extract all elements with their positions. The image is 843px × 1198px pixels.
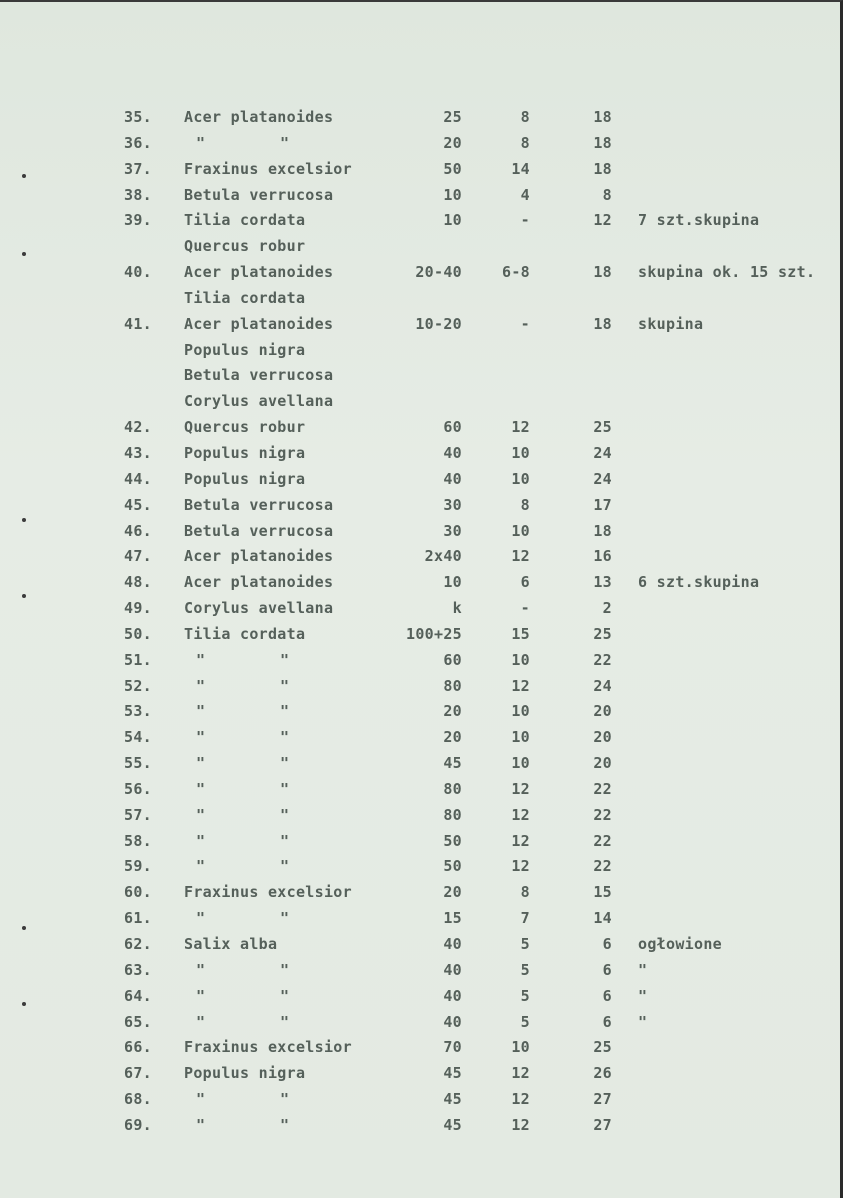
tree-height: 15 <box>593 883 612 902</box>
tree-height: 17 <box>593 495 612 514</box>
tree-height: 27 <box>593 1090 612 1109</box>
tree-height: 18 <box>593 159 612 178</box>
ditto-mark: " <box>196 960 206 979</box>
table-row <box>0 933 843 959</box>
trunk-circumference: 60 <box>443 650 462 669</box>
table-row <box>0 416 843 442</box>
row-note: " <box>638 1012 648 1031</box>
tree-height: 2 <box>602 599 612 618</box>
species-name: Populus nigra <box>184 1064 306 1083</box>
row-number: 42. <box>124 418 152 437</box>
trunk-circumference: 45 <box>443 1090 462 1109</box>
ditto-mark: " <box>196 1090 206 1109</box>
crown-diameter: 12 <box>511 418 530 437</box>
crown-diameter: 10 <box>511 702 530 721</box>
trunk-circumference: 20 <box>443 728 462 747</box>
table-row <box>0 209 843 235</box>
table-row <box>0 804 843 830</box>
row-number: 35. <box>124 108 152 126</box>
crown-diameter: 8 <box>520 495 530 514</box>
tree-height: 12 <box>593 211 612 230</box>
crown-diameter: 6 <box>520 573 530 592</box>
ditto-mark: " <box>196 857 206 876</box>
table-row <box>0 830 843 856</box>
tree-height: 18 <box>593 521 612 540</box>
tree-height: 22 <box>593 650 612 669</box>
table-row <box>0 1011 843 1037</box>
table-row <box>0 700 843 726</box>
trunk-circumference: 50 <box>443 159 462 178</box>
trunk-circumference: k <box>452 599 462 618</box>
table-row <box>0 313 843 339</box>
crown-diameter: 14 <box>511 159 530 178</box>
row-number: 50. <box>124 624 152 643</box>
ditto-mark: " <box>280 986 290 1005</box>
tree-height: 8 <box>602 185 612 204</box>
table-row <box>0 261 843 287</box>
row-number: 47. <box>124 547 152 566</box>
crown-diameter: 10 <box>511 443 530 462</box>
row-number: 66. <box>124 1038 152 1057</box>
table-row <box>0 985 843 1011</box>
table-row <box>0 623 843 649</box>
table-row <box>0 339 843 365</box>
row-number: 36. <box>124 133 152 152</box>
crown-diameter: 12 <box>511 805 530 824</box>
ditto-mark: " <box>280 1115 290 1134</box>
crown-diameter: 8 <box>520 883 530 902</box>
species-name: Populus nigra <box>184 443 306 462</box>
tree-height: 22 <box>593 857 612 876</box>
table-row <box>0 571 843 597</box>
table-row <box>0 494 843 520</box>
ditto-mark: " <box>280 133 290 152</box>
ditto-mark: " <box>196 728 206 747</box>
species-name: Betula verrucosa <box>184 185 334 204</box>
row-number: 41. <box>124 314 152 333</box>
ditto-mark: " <box>280 1012 290 1031</box>
row-number: 39. <box>124 211 152 230</box>
species-name: Acer platanoides <box>184 573 334 592</box>
trunk-circumference: 20 <box>443 702 462 721</box>
table-row <box>0 364 843 390</box>
ditto-mark: " <box>280 702 290 721</box>
trunk-circumference: 10 <box>443 211 462 230</box>
crown-diameter: 12 <box>511 779 530 798</box>
row-note: 7 szt.skupina <box>638 211 760 230</box>
tree-height: 25 <box>593 1038 612 1057</box>
crown-diameter: 10 <box>511 728 530 747</box>
species-name: Tilia cordata <box>184 288 306 307</box>
trunk-circumference: 50 <box>443 857 462 876</box>
crown-diameter: - <box>520 211 530 230</box>
row-number: 45. <box>124 495 152 514</box>
row-number: 46. <box>124 521 152 540</box>
row-number: 64. <box>124 986 152 1005</box>
species-name: Acer platanoides <box>184 547 334 566</box>
row-note: skupina ok. 15 szt. <box>638 263 816 282</box>
tree-height: 20 <box>593 702 612 721</box>
trunk-circumference: 40 <box>443 1012 462 1031</box>
crown-diameter: 12 <box>511 1115 530 1134</box>
row-number: 48. <box>124 573 152 592</box>
tree-height: 18 <box>593 314 612 333</box>
tree-inventory-table <box>0 106 843 1140</box>
table-row <box>0 959 843 985</box>
species-name: Betula verrucosa <box>184 366 334 385</box>
trunk-circumference: 80 <box>443 676 462 695</box>
ditto-mark: " <box>280 728 290 747</box>
ditto-mark: " <box>280 960 290 979</box>
crown-diameter: 12 <box>511 676 530 695</box>
species-name: Tilia cordata <box>184 624 306 643</box>
row-number: 57. <box>124 805 152 824</box>
trunk-circumference: 45 <box>443 1064 462 1083</box>
table-row <box>0 106 843 132</box>
trunk-circumference: 70 <box>443 1038 462 1057</box>
trunk-circumference: 40 <box>443 469 462 488</box>
ditto-mark: " <box>196 702 206 721</box>
table-row <box>0 287 843 313</box>
tree-height: 13 <box>593 573 612 592</box>
table-row <box>0 1114 843 1140</box>
row-number: 40. <box>124 263 152 282</box>
ditto-mark: " <box>196 909 206 928</box>
tree-height: 25 <box>593 624 612 643</box>
ditto-mark: " <box>280 779 290 798</box>
crown-diameter: - <box>520 314 530 333</box>
ditto-mark: " <box>196 133 206 152</box>
trunk-circumference: 30 <box>443 521 462 540</box>
table-row <box>0 468 843 494</box>
table-row <box>0 235 843 261</box>
table-row <box>0 442 843 468</box>
table-row <box>0 726 843 752</box>
row-number: 59. <box>124 857 152 876</box>
ditto-mark: " <box>196 805 206 824</box>
trunk-circumference: 20 <box>443 133 462 152</box>
ditto-mark: " <box>196 754 206 773</box>
trunk-circumference: 60 <box>443 418 462 437</box>
row-number: 38. <box>124 185 152 204</box>
ditto-mark: " <box>196 650 206 669</box>
trunk-circumference: 45 <box>443 1115 462 1134</box>
ditto-mark: " <box>280 831 290 850</box>
table-row <box>0 907 843 933</box>
tree-height: 16 <box>593 547 612 566</box>
tree-height: 22 <box>593 831 612 850</box>
row-number: 69. <box>124 1115 152 1134</box>
tree-height: 24 <box>593 676 612 695</box>
tree-height: 18 <box>593 263 612 282</box>
trunk-circumference: 10 <box>443 573 462 592</box>
tree-height: 6 <box>602 960 612 979</box>
trunk-circumference: 30 <box>443 495 462 514</box>
ditto-mark: " <box>196 1012 206 1031</box>
row-number: 43. <box>124 443 152 462</box>
row-number: 51. <box>124 650 152 669</box>
table-row <box>0 1088 843 1114</box>
table-row <box>0 1062 843 1088</box>
row-note: ogłowione <box>638 935 722 953</box>
tree-height: 22 <box>593 805 612 824</box>
ditto-mark: " <box>280 857 290 876</box>
row-number: 60. <box>124 883 152 902</box>
row-number: 52. <box>124 676 152 695</box>
species-name: Quercus robur <box>184 237 306 256</box>
crown-diameter: - <box>520 599 530 618</box>
ditto-mark: " <box>280 1090 290 1109</box>
ditto-mark: " <box>280 909 290 928</box>
table-row <box>0 545 843 571</box>
tree-height: 6 <box>602 986 612 1005</box>
tree-height: 25 <box>593 418 612 437</box>
crown-diameter: 8 <box>520 133 530 152</box>
ditto-mark: " <box>196 986 206 1005</box>
tree-height: 24 <box>593 443 612 462</box>
row-number: 54. <box>124 728 152 747</box>
table-row <box>0 881 843 907</box>
tree-height: 26 <box>593 1064 612 1083</box>
tree-height: 27 <box>593 1115 612 1134</box>
ditto-mark: " <box>196 676 206 695</box>
ditto-mark: " <box>196 779 206 798</box>
row-number: 67. <box>124 1064 152 1083</box>
crown-diameter: 10 <box>511 469 530 488</box>
trunk-circumference: 15 <box>443 909 462 928</box>
crown-diameter: 10 <box>511 521 530 540</box>
table-row <box>0 390 843 416</box>
table-row <box>0 184 843 210</box>
row-note: skupina <box>638 314 704 333</box>
species-name: Fraxinus excelsior <box>184 883 352 902</box>
crown-diameter: 6-8 <box>502 263 530 282</box>
table-row <box>0 1036 843 1062</box>
species-name: Betula verrucosa <box>184 521 334 540</box>
tree-height: 20 <box>593 728 612 747</box>
trunk-circumference: 40 <box>443 443 462 462</box>
crown-diameter: 5 <box>520 1012 530 1031</box>
crown-diameter: 8 <box>520 108 530 126</box>
crown-diameter: 4 <box>520 185 530 204</box>
row-note: 6 szt.skupina <box>638 573 760 592</box>
crown-diameter: 7 <box>520 909 530 928</box>
table-row <box>0 855 843 881</box>
species-name: Populus nigra <box>184 340 306 359</box>
row-number: 44. <box>124 469 152 488</box>
row-note: " <box>638 986 648 1005</box>
crown-diameter: 5 <box>520 986 530 1005</box>
row-number: 63. <box>124 960 152 979</box>
table-row <box>0 520 843 546</box>
species-name: Acer platanoides <box>184 263 334 282</box>
trunk-circumference: 80 <box>443 805 462 824</box>
row-number: 65. <box>124 1012 152 1031</box>
crown-diameter: 12 <box>511 1064 530 1083</box>
tree-height: 18 <box>593 108 612 126</box>
trunk-circumference: 40 <box>443 935 462 953</box>
trunk-circumference: 20-40 <box>415 263 462 282</box>
row-number: 62. <box>124 935 152 953</box>
trunk-circumference: 10-20 <box>415 314 462 333</box>
table-row <box>0 778 843 804</box>
trunk-circumference: 40 <box>443 960 462 979</box>
ditto-mark: " <box>280 676 290 695</box>
crown-diameter: 15 <box>511 624 530 643</box>
row-number: 37. <box>124 159 152 178</box>
table-row <box>0 649 843 675</box>
tree-height: 24 <box>593 469 612 488</box>
table-row <box>0 158 843 184</box>
trunk-circumference: 25 <box>443 108 462 126</box>
row-number: 49. <box>124 599 152 618</box>
trunk-circumference: 100+25 <box>406 624 462 643</box>
crown-diameter: 12 <box>511 1090 530 1109</box>
species-name: Corylus avellana <box>184 599 334 618</box>
species-name: Fraxinus excelsior <box>184 159 352 178</box>
trunk-circumference: 50 <box>443 831 462 850</box>
species-name: Corylus avellana <box>184 392 334 411</box>
species-name: Acer platanoides <box>184 108 334 126</box>
tree-height: 18 <box>593 133 612 152</box>
tree-height: 6 <box>602 1012 612 1031</box>
ditto-mark: " <box>280 650 290 669</box>
trunk-circumference: 45 <box>443 754 462 773</box>
ditto-mark: " <box>280 805 290 824</box>
species-name: Salix alba <box>184 935 278 953</box>
table-row <box>0 675 843 701</box>
crown-diameter: 12 <box>511 831 530 850</box>
species-name: Quercus robur <box>184 418 306 437</box>
species-name: Betula verrucosa <box>184 495 334 514</box>
crown-diameter: 10 <box>511 650 530 669</box>
table-row <box>0 597 843 623</box>
row-number: 55. <box>124 754 152 773</box>
row-note: " <box>638 960 648 979</box>
trunk-circumference: 20 <box>443 883 462 902</box>
trunk-circumference: 10 <box>443 185 462 204</box>
row-number: 53. <box>124 702 152 721</box>
crown-diameter: 10 <box>511 1038 530 1057</box>
species-name: Fraxinus excelsior <box>184 1038 352 1057</box>
row-number: 61. <box>124 909 152 928</box>
species-name: Populus nigra <box>184 469 306 488</box>
trunk-circumference: 40 <box>443 986 462 1005</box>
tree-height: 20 <box>593 754 612 773</box>
crown-diameter: 5 <box>520 960 530 979</box>
row-number: 56. <box>124 779 152 798</box>
ditto-mark: " <box>196 1115 206 1134</box>
row-number: 68. <box>124 1090 152 1109</box>
crown-diameter: 10 <box>511 754 530 773</box>
trunk-circumference: 2x40 <box>424 547 462 566</box>
ditto-mark: " <box>196 831 206 850</box>
ditto-mark: " <box>280 754 290 773</box>
tree-height: 6 <box>602 935 612 953</box>
table-row <box>0 752 843 778</box>
tree-height: 22 <box>593 779 612 798</box>
species-name: Acer platanoides <box>184 314 334 333</box>
trunk-circumference: 80 <box>443 779 462 798</box>
table-row <box>0 132 843 158</box>
species-name: Tilia cordata <box>184 211 306 230</box>
crown-diameter: 12 <box>511 857 530 876</box>
row-number: 58. <box>124 831 152 850</box>
crown-diameter: 5 <box>520 935 530 953</box>
crown-diameter: 12 <box>511 547 530 566</box>
tree-height: 14 <box>593 909 612 928</box>
